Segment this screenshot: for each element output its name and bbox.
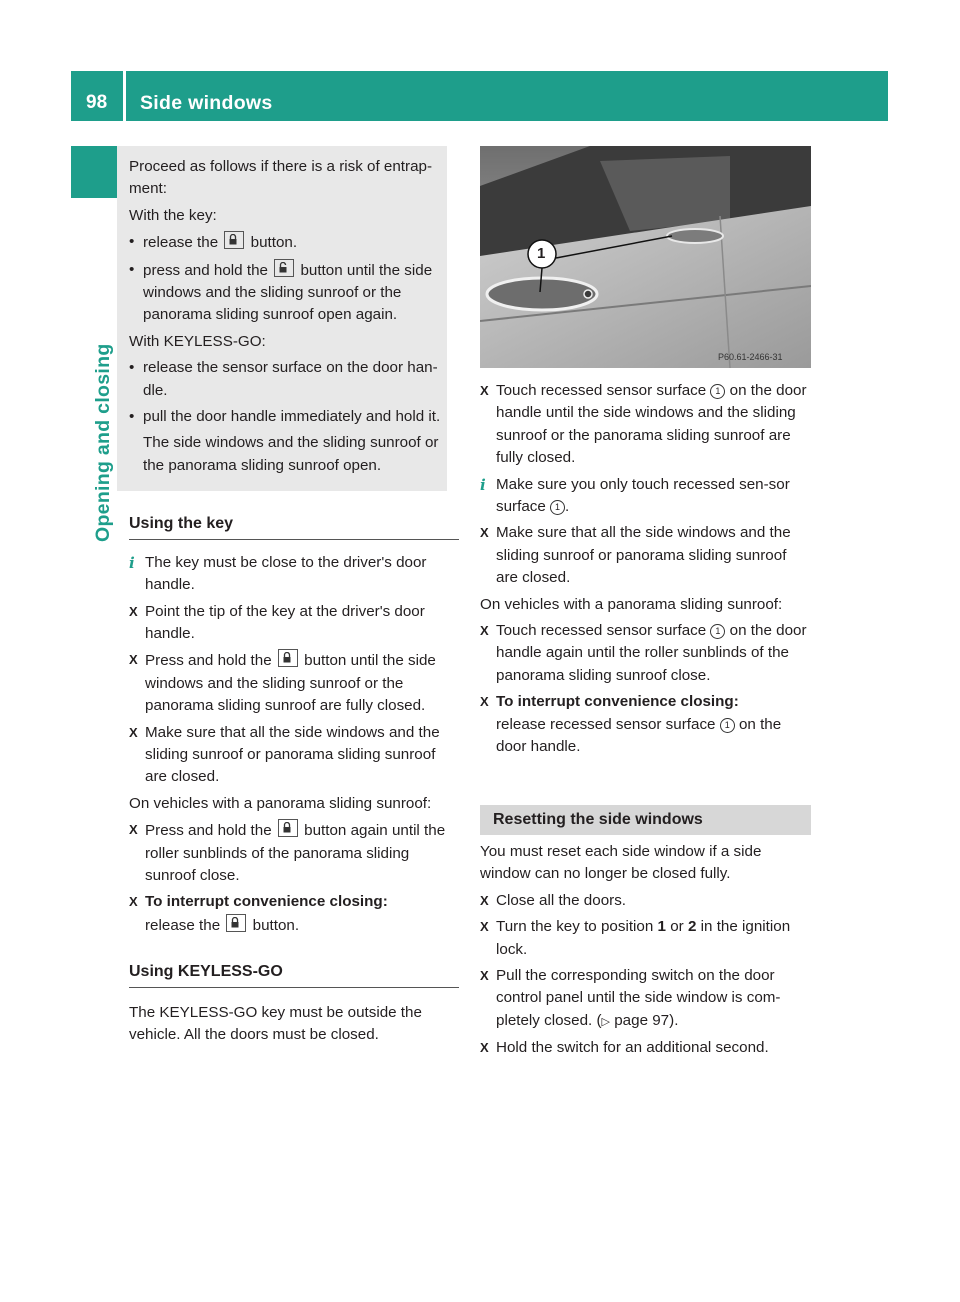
callout-1-icon: 1	[710, 624, 725, 639]
unlock-icon	[274, 259, 294, 277]
step-item: X Press and hold the button again until the roller sunblinds of the panorama sliding sunroof close.	[129, 819, 459, 887]
step-item: X Hold the switch for an additional second.	[480, 1037, 811, 1059]
step-x-icon: X	[480, 919, 489, 935]
page-number: 98	[86, 92, 108, 113]
info-note: i The key must be close to the driver's door handle.	[129, 553, 427, 594]
chapter-label: Opening and closing	[92, 343, 114, 542]
box-bullet-press: • press and hold the button until the side windows and the sliding sunroof or the panorama sliding sunroof open again.	[129, 259, 443, 327]
step-x-icon: X	[480, 383, 489, 398]
callout-1-icon: 1	[720, 718, 735, 733]
callout-1-icon: 1	[710, 384, 725, 399]
lock-icon	[278, 649, 298, 667]
box-with-keyless: With KEYLESS-GO:	[129, 332, 266, 350]
lock-icon	[278, 819, 298, 837]
panorama-intro: On vehicles with a panorama sliding sunroof:	[480, 595, 783, 613]
page-title: Side windows	[140, 92, 273, 114]
step-x-icon: X	[129, 822, 138, 838]
reset-intro: You must reset each side window if a side window can no longer be closed fully.	[480, 842, 762, 883]
step-x-icon: X	[129, 894, 138, 910]
box-note: The side windows and the sliding sunroof or the panorama sliding sunroof open.	[143, 434, 439, 474]
right-column	[480, 146, 811, 1064]
step-item: X To interrupt convenience closing: release the button.	[129, 893, 388, 934]
lock-icon	[224, 231, 244, 249]
step-item: X Turn the key to position 1 or 2 in the ignition lock.	[480, 918, 791, 958]
image-callout-1: 1	[537, 245, 546, 262]
box-intro: Proceed as follows if there is a risk of entrap-ment:	[129, 158, 433, 198]
image-code: P60.61-2466-31	[718, 352, 783, 362]
box-bullet-release: • release the button.	[129, 231, 443, 254]
chapter-tab-marker	[71, 146, 123, 198]
step-x-icon: X	[129, 652, 138, 668]
step-item: X Press and hold the button until the side windows and the sliding sunroof or the panorama sliding sunroof are fully closed.	[129, 649, 459, 717]
step-item: X Touch recessed sensor surface 1 on the door handle until the side windows and the sliding sunroof or the panorama sliding sunroof are fully closed.	[480, 382, 807, 467]
step-x-icon: X	[480, 525, 489, 541]
step-item: X Close all the doors.	[480, 890, 811, 912]
step-item: X Pull the corresponding switch on the door control panel until the side window is com-pletely closed. (▷ page 97).	[480, 966, 781, 1029]
step-x-icon: X	[480, 694, 489, 710]
door-handle-image	[480, 146, 811, 368]
step-item: X Point the tip of the key at the driver's door handle.	[129, 602, 425, 642]
callout-1-icon: 1	[550, 500, 565, 515]
header-separator	[123, 71, 126, 121]
step-item: X Make sure that all the side windows and the sliding sunroof or panorama sliding sunroof are closed.	[129, 723, 440, 786]
step-x-icon: X	[480, 892, 489, 908]
step-x-icon: X	[129, 724, 138, 740]
info-icon: i	[129, 553, 135, 572]
info-note: i Make sure you only touch recessed sen-sor surface 1 .	[480, 475, 790, 516]
section-heading-resetting: Resetting the side windows	[480, 805, 811, 835]
left-column	[129, 146, 459, 1050]
page-ref-link[interactable]: page 97).	[614, 1011, 679, 1029]
step-item: X To interrupt convenience closing: release recessed sensor surface 1 on the door handle.	[480, 693, 782, 756]
step-item: X Touch recessed sensor surface 1 on the door handle again until the roller sunblinds of the panorama sliding sunroof close.	[480, 622, 807, 684]
box-bullet-pull: • pull the door handle immediately and hold it.	[129, 406, 443, 428]
page-ref-arrow-icon: ▷	[601, 1015, 610, 1028]
box-bullet-sensor: • release the sensor surface on the door han-dle.	[129, 357, 443, 402]
info-icon: i	[480, 475, 486, 494]
lock-icon	[226, 914, 246, 932]
box-with-key: With the key:	[129, 206, 217, 224]
step-x-icon: X	[480, 967, 489, 983]
panorama-intro: On vehicles with a panorama sliding sunroof:	[129, 794, 432, 812]
step-x-icon: X	[480, 1040, 489, 1056]
step-x-icon: X	[129, 603, 138, 619]
step-item: X Make sure that all the side windows and the sliding sunroof or panorama sliding sunroof are closed.	[480, 524, 791, 587]
section-heading-keyless-go: Using KEYLESS-GO	[129, 961, 459, 987]
section-heading-using-key: Using the key	[129, 513, 459, 539]
step-x-icon: X	[480, 623, 489, 639]
keyless-text: The KEYLESS-GO key must be outside the vehicle. All the doors must be closed.	[129, 1003, 422, 1043]
warning-box	[117, 146, 447, 491]
